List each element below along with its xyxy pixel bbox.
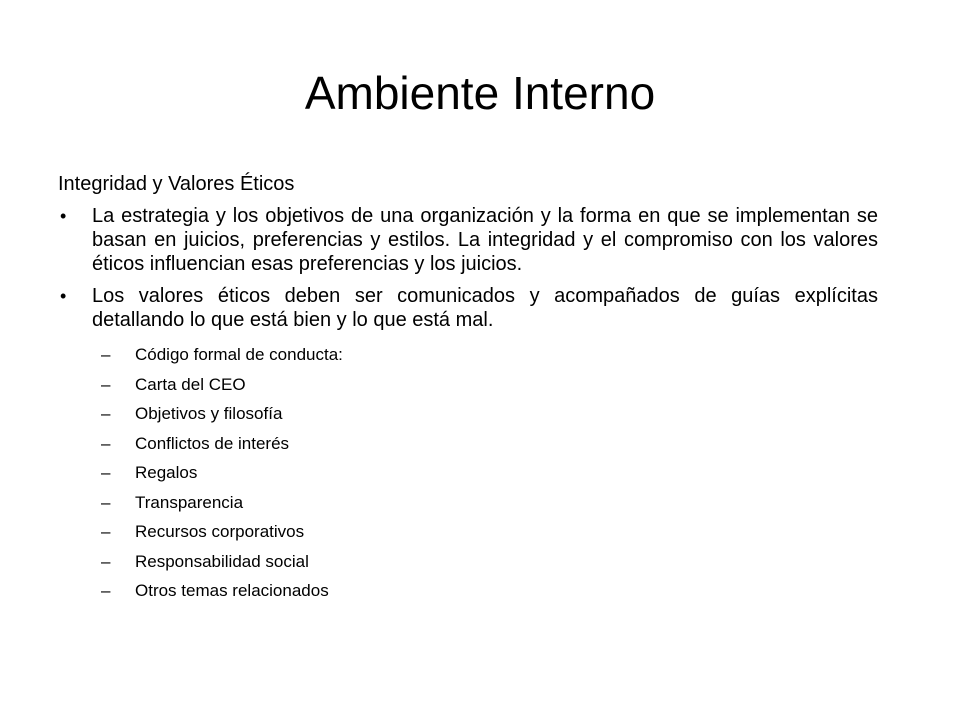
sub-bullet-text: Otros temas relacionados	[135, 581, 329, 600]
dash-icon: –	[101, 551, 111, 571]
bullet-dot-icon: •	[60, 286, 67, 306]
dash-icon: –	[101, 345, 111, 364]
sub-bullet-item	[58, 576, 878, 606]
dash-icon: –	[101, 433, 111, 453]
sub-bullet-text: Responsabilidad social	[135, 551, 309, 571]
sub-bullet-item	[58, 547, 878, 577]
dash-icon: –	[101, 404, 111, 423]
sub-bullet-item	[58, 340, 878, 370]
sub-bullet-text: Conflictos de interés	[135, 433, 290, 453]
sub-bullet-text: Regalos	[135, 463, 198, 482]
dash-icon: –	[101, 581, 111, 600]
dash-icon: –	[101, 374, 111, 394]
bullet-text: Los valores éticos deben ser comunicados y acompañados de guías explícitas detallando lo que está bien y lo que está mal.	[92, 285, 878, 331]
sub-bullet-item	[58, 429, 878, 459]
sub-bullet-item	[58, 517, 878, 547]
dash-icon: –	[101, 522, 111, 541]
bullet-item	[58, 204, 878, 276]
dash-icon: –	[101, 463, 111, 482]
sub-bullet-list	[58, 340, 878, 606]
sub-bullet-item	[58, 370, 878, 400]
sub-bullet-item	[58, 458, 878, 488]
bullet-dot-icon: •	[60, 206, 67, 226]
slide-content	[58, 170, 878, 606]
slide-title: Ambiente Interno	[304, 67, 656, 119]
sub-bullet-text: Objetivos y filosofía	[135, 404, 283, 423]
sub-bullet-text: Carta del CEO	[135, 374, 246, 394]
bullet-text: La estrategia y los objetivos de una organización y la forma en que se implementan se basan en juicios, preferencias y estilos. La integridad y el compromiso con los valores éticos influencian esas preferencias y los juicios.	[92, 205, 878, 275]
bullet-item	[58, 284, 878, 332]
sub-bullet-item	[58, 488, 878, 518]
section-subtitle: Integridad y Valores Éticos	[58, 173, 295, 195]
dash-icon: –	[101, 492, 111, 512]
sub-bullet-text: Transparencia	[135, 492, 244, 512]
sub-bullet-text: Código formal de conducta:	[135, 345, 343, 364]
sub-bullet-item	[58, 399, 878, 429]
sub-bullet-text: Recursos corporativos	[135, 522, 305, 541]
